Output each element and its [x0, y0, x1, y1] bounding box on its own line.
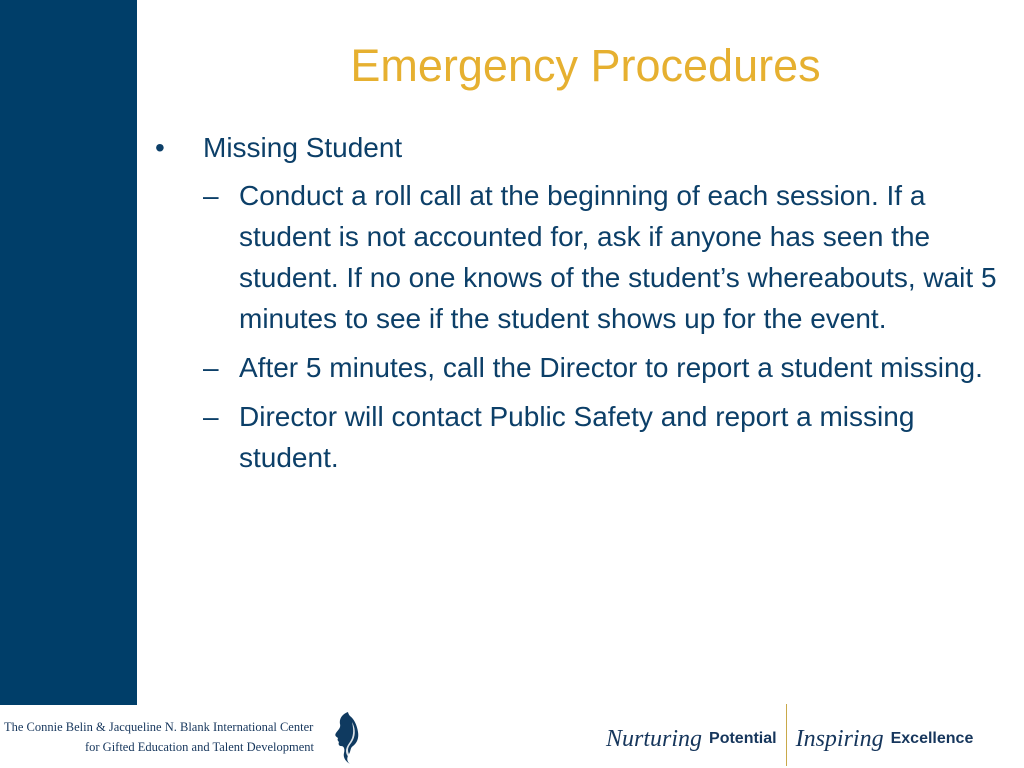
sub-bullet-list — [155, 175, 1015, 478]
tagline — [606, 719, 973, 759]
bullet-marker: • — [155, 132, 165, 163]
profile-silhouette-logo-icon — [326, 710, 368, 766]
sub-bullet-item — [155, 175, 1015, 339]
sub-bullet-item — [155, 396, 1015, 478]
tagline-inspiring: Inspiring — [795, 725, 884, 752]
bullet-label: Missing Student — [203, 132, 403, 163]
footer — [0, 705, 1024, 768]
sub-bullet-marker: – — [203, 180, 219, 211]
org-name-line-1: The Connie Belin & Jacqueline N. Blank International Center — [4, 720, 314, 734]
sub-bullet-marker: – — [203, 401, 219, 432]
sub-bullet-text: Conduct a roll call at the beginning of each session. If a student is not accounted for, ask if anyone has seen the student. If no one knows of the student’s whereabouts, wait 5 minutes to see if the student shows up for the event. — [239, 180, 997, 334]
tagline-divider — [786, 704, 787, 766]
tagline-excellence: Excellence — [890, 730, 974, 747]
sub-bullet-text: Director will contact Public Safety and report a missing student. — [239, 401, 915, 473]
tagline-potential: Potential — [709, 730, 777, 747]
org-name-line-2: for Gifted Education and Talent Development — [84, 740, 314, 754]
slide-title — [137, 38, 1024, 94]
sub-bullet-item — [155, 347, 1015, 388]
sub-bullet-text: After 5 minutes, call the Director to report a student missing. — [239, 352, 983, 383]
sidebar-band — [0, 0, 137, 705]
sub-bullet-marker: – — [203, 352, 219, 383]
org-name — [4, 717, 314, 757]
slide-title-text: Emergency Procedures — [350, 40, 821, 91]
tagline-nurturing: Nurturing — [606, 725, 703, 752]
bullet-item — [155, 127, 1015, 168]
slide-content — [155, 127, 1015, 486]
